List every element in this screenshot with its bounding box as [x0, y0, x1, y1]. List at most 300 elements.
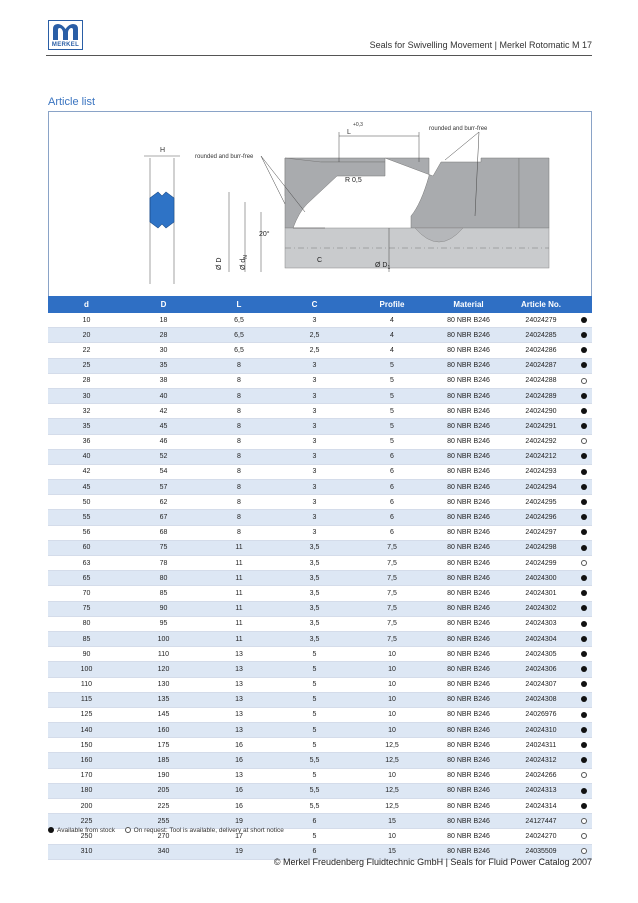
- table-row: [48, 343, 592, 358]
- cell-d: 85: [48, 631, 125, 646]
- cell-l: 11: [202, 616, 276, 631]
- cell-material: 80 NBR B246: [431, 480, 506, 495]
- cell-material: 80 NBR B246: [431, 844, 506, 859]
- cell-article: 24024292: [506, 434, 576, 449]
- cell-availability: [576, 419, 592, 434]
- table-row: [48, 601, 592, 616]
- cell-profile: 15: [353, 814, 431, 829]
- cell-d: 75: [125, 540, 202, 555]
- cell-availability: [576, 799, 592, 814]
- cell-material: 80 NBR B246: [431, 647, 506, 662]
- merkel-logo: [48, 20, 83, 50]
- cell-l: 8: [202, 480, 276, 495]
- cell-l: 6,5: [202, 313, 276, 328]
- cell-c: 3,5: [276, 601, 353, 616]
- cell-profile: 10: [353, 768, 431, 783]
- cell-c: 6: [276, 814, 353, 829]
- cell-c: 5: [276, 662, 353, 677]
- cell-availability: [576, 464, 592, 479]
- cell-material: 80 NBR B246: [431, 829, 506, 844]
- cell-d: 175: [125, 738, 202, 753]
- cell-article: 24024286: [506, 343, 576, 358]
- on-request-dot-icon: [581, 818, 587, 824]
- table-row: [48, 707, 592, 722]
- table-row: [48, 358, 592, 373]
- cell-d: 90: [48, 647, 125, 662]
- cell-article: 24024306: [506, 662, 576, 677]
- cell-profile: 4: [353, 313, 431, 328]
- available-dot-icon: [581, 453, 587, 459]
- cell-article: 24127447: [506, 814, 576, 829]
- cell-availability: [576, 707, 592, 722]
- cell-d: 45: [48, 480, 125, 495]
- cell-l: 13: [202, 677, 276, 692]
- cell-c: 3,5: [276, 571, 353, 586]
- table-row: [48, 677, 592, 692]
- cell-d: 80: [48, 616, 125, 631]
- cell-d: 52: [125, 449, 202, 464]
- technical-drawing: [48, 111, 592, 296]
- cell-c: 5: [276, 647, 353, 662]
- cell-l: 8: [202, 525, 276, 540]
- cell-d: 130: [125, 677, 202, 692]
- cell-profile: 6: [353, 480, 431, 495]
- header-divider: [46, 55, 592, 56]
- cell-availability: [576, 313, 592, 328]
- cell-c: 2,5: [276, 343, 353, 358]
- cell-availability: [576, 358, 592, 373]
- available-dot-icon: [581, 499, 587, 505]
- cell-c: 3: [276, 495, 353, 510]
- cell-profile: 6: [353, 510, 431, 525]
- cell-article: 24024266: [506, 768, 576, 783]
- available-dot-icon: [581, 636, 587, 642]
- cell-d: 150: [48, 738, 125, 753]
- cell-article: 24024296: [506, 510, 576, 525]
- cell-availability: [576, 480, 592, 495]
- cell-c: 6: [276, 844, 353, 859]
- cell-c: 3,5: [276, 586, 353, 601]
- available-dot-icon: [581, 651, 587, 657]
- cell-profile: 7,5: [353, 616, 431, 631]
- cell-c: 3: [276, 434, 353, 449]
- table-row: [48, 449, 592, 464]
- cell-article: 24024289: [506, 388, 576, 403]
- table-row: [48, 480, 592, 495]
- column-header-d: d: [48, 296, 125, 313]
- label-rounded-right: rounded and burr-free: [429, 126, 488, 132]
- cell-c: 3: [276, 510, 353, 525]
- cell-c: 3: [276, 525, 353, 540]
- label-rounded-left: rounded and burr-free: [195, 154, 254, 160]
- cell-availability: [576, 556, 592, 571]
- table-row: [48, 586, 592, 601]
- available-dot-icon: [581, 621, 587, 627]
- cell-article: 24024311: [506, 738, 576, 753]
- cell-availability: [576, 525, 592, 540]
- cell-article: 24024293: [506, 464, 576, 479]
- cell-c: 3: [276, 358, 353, 373]
- table-row: [48, 723, 592, 738]
- cell-availability: [576, 434, 592, 449]
- cell-material: 80 NBR B246: [431, 723, 506, 738]
- cell-profile: 6: [353, 464, 431, 479]
- cell-d: 57: [125, 480, 202, 495]
- cell-profile: 10: [353, 829, 431, 844]
- cell-material: 80 NBR B246: [431, 313, 506, 328]
- on-request-dot-icon: [581, 438, 587, 444]
- cell-profile: 5: [353, 404, 431, 419]
- cell-material: 80 NBR B246: [431, 510, 506, 525]
- cell-c: 3: [276, 449, 353, 464]
- available-dot-icon: [581, 788, 587, 794]
- available-dot-icon: [581, 514, 587, 520]
- cell-l: 13: [202, 662, 276, 677]
- available-dot-icon: [581, 757, 587, 763]
- available-dot-icon: [581, 469, 587, 475]
- column-header-profile: Profile: [353, 296, 431, 313]
- cell-d: 135: [125, 692, 202, 707]
- cell-material: 80 NBR B246: [431, 388, 506, 403]
- legend-available: Available from stock: [57, 827, 116, 834]
- cell-c: 3,5: [276, 616, 353, 631]
- cell-l: 13: [202, 723, 276, 738]
- cell-d: 125: [48, 707, 125, 722]
- cell-d: 250: [48, 829, 125, 844]
- column-header-D: D: [125, 296, 202, 313]
- cell-article: 24024303: [506, 616, 576, 631]
- table-row: [48, 525, 592, 540]
- cell-material: 80 NBR B246: [431, 464, 506, 479]
- article-table: [48, 296, 592, 860]
- cell-profile: 10: [353, 677, 431, 692]
- cell-material: 80 NBR B246: [431, 768, 506, 783]
- cell-article: 24024299: [506, 556, 576, 571]
- label-angle: 20°: [259, 231, 270, 238]
- cell-availability: [576, 677, 592, 692]
- cell-material: 80 NBR B246: [431, 586, 506, 601]
- cell-material: 80 NBR B246: [431, 738, 506, 753]
- logo-wordmark: MERKEL: [51, 42, 80, 48]
- cell-l: 6,5: [202, 328, 276, 343]
- cell-profile: 10: [353, 647, 431, 662]
- cell-material: 80 NBR B246: [431, 662, 506, 677]
- cell-d: 225: [125, 799, 202, 814]
- cell-availability: [576, 768, 592, 783]
- cell-l: 11: [202, 556, 276, 571]
- cell-l: 17: [202, 829, 276, 844]
- cell-availability: [576, 753, 592, 768]
- table-row: [48, 540, 592, 555]
- cell-profile: 12,5: [353, 753, 431, 768]
- cell-c: 5: [276, 677, 353, 692]
- cell-material: 80 NBR B246: [431, 540, 506, 555]
- cell-availability: [576, 631, 592, 646]
- cell-profile: 5: [353, 434, 431, 449]
- cell-d: 42: [125, 404, 202, 419]
- cell-d: 95: [125, 616, 202, 631]
- cell-article: 24026976: [506, 707, 576, 722]
- cell-d: 67: [125, 510, 202, 525]
- cell-d: 90: [125, 601, 202, 616]
- cell-profile: 7,5: [353, 586, 431, 601]
- cell-availability: [576, 373, 592, 388]
- label-dia-D1: Ø $D_1$: [375, 262, 391, 271]
- table-row: [48, 571, 592, 586]
- label-l: L: [347, 129, 351, 136]
- cell-material: 80 NBR B246: [431, 783, 506, 798]
- on-request-dot-icon: [581, 848, 587, 854]
- cell-l: 13: [202, 768, 276, 783]
- available-dot-icon: [581, 317, 587, 323]
- available-dot-icon: [581, 362, 587, 368]
- table-header-row: [48, 296, 592, 313]
- cell-availability: [576, 647, 592, 662]
- cell-l: 13: [202, 707, 276, 722]
- table-row: [48, 313, 592, 328]
- cell-profile: 7,5: [353, 571, 431, 586]
- legend: [48, 827, 284, 834]
- cell-l: 11: [202, 540, 276, 555]
- cell-d: 35: [48, 419, 125, 434]
- cell-profile: 10: [353, 692, 431, 707]
- cell-profile: 12,5: [353, 799, 431, 814]
- cell-profile: 12,5: [353, 738, 431, 753]
- cell-l: 8: [202, 358, 276, 373]
- cell-article: 24024307: [506, 677, 576, 692]
- cell-d: 100: [125, 631, 202, 646]
- table-row: [48, 388, 592, 403]
- cell-d: 55: [48, 510, 125, 525]
- cell-material: 80 NBR B246: [431, 419, 506, 434]
- available-dot-icon: [581, 545, 587, 551]
- cell-profile: 10: [353, 723, 431, 738]
- cell-availability: [576, 343, 592, 358]
- cell-d: 80: [125, 571, 202, 586]
- cell-profile: 7,5: [353, 540, 431, 555]
- table-row: [48, 692, 592, 707]
- cell-material: 80 NBR B246: [431, 707, 506, 722]
- available-dot-icon: [581, 666, 587, 672]
- cell-article: 24024290: [506, 404, 576, 419]
- cell-availability: [576, 723, 592, 738]
- cell-c: 5: [276, 768, 353, 783]
- cell-material: 80 NBR B246: [431, 556, 506, 571]
- cell-c: 2,5: [276, 328, 353, 343]
- cell-c: 3,5: [276, 556, 353, 571]
- column-header-L: L: [202, 296, 276, 313]
- cell-availability: [576, 829, 592, 844]
- cell-c: 5: [276, 692, 353, 707]
- cell-d: 36: [48, 434, 125, 449]
- cell-article: 24024308: [506, 692, 576, 707]
- cell-material: 80 NBR B246: [431, 692, 506, 707]
- cell-l: 11: [202, 571, 276, 586]
- available-dot-icon: [581, 332, 587, 338]
- cell-article: 24024314: [506, 799, 576, 814]
- table-row: [48, 510, 592, 525]
- cell-d: 56: [48, 525, 125, 540]
- cell-l: 19: [202, 844, 276, 859]
- cell-d: 68: [125, 525, 202, 540]
- table-row: [48, 419, 592, 434]
- cell-profile: 7,5: [353, 556, 431, 571]
- header-title: Seals for Swivelling Movement | Merkel Rotomatic M 17: [369, 40, 592, 50]
- cell-d: 200: [48, 799, 125, 814]
- cell-l: 11: [202, 631, 276, 646]
- cell-profile: 10: [353, 707, 431, 722]
- available-dot-icon: [581, 681, 587, 687]
- cell-c: 5,5: [276, 799, 353, 814]
- cell-d: 10: [48, 313, 125, 328]
- cell-l: 8: [202, 449, 276, 464]
- cell-d: 145: [125, 707, 202, 722]
- cell-d: 160: [48, 753, 125, 768]
- table-row: [48, 328, 592, 343]
- cell-l: 16: [202, 783, 276, 798]
- cell-d: 40: [125, 388, 202, 403]
- cell-availability: [576, 783, 592, 798]
- cell-d: 185: [125, 753, 202, 768]
- cell-l: 16: [202, 799, 276, 814]
- cell-availability: [576, 616, 592, 631]
- cell-article: 24024302: [506, 601, 576, 616]
- section-title: Article list: [48, 96, 96, 108]
- cell-l: 13: [202, 647, 276, 662]
- cell-l: 11: [202, 586, 276, 601]
- cell-d: 18: [125, 313, 202, 328]
- cell-material: 80 NBR B246: [431, 616, 506, 631]
- available-dot-icon: [581, 696, 587, 702]
- available-dot-icon: [581, 727, 587, 733]
- cell-profile: 6: [353, 449, 431, 464]
- cell-c: 3: [276, 419, 353, 434]
- cell-article: 24024212: [506, 449, 576, 464]
- table-row: [48, 616, 592, 631]
- available-dot-icon: [581, 423, 587, 429]
- cell-c: 3: [276, 388, 353, 403]
- cell-article: 24024301: [506, 586, 576, 601]
- table-row: [48, 434, 592, 449]
- cell-article: 24035509: [506, 844, 576, 859]
- cell-material: 80 NBR B246: [431, 677, 506, 692]
- cell-article: 24024310: [506, 723, 576, 738]
- cell-d: 160: [125, 723, 202, 738]
- shaft-section: [285, 228, 549, 268]
- cell-material: 80 NBR B246: [431, 328, 506, 343]
- cell-d: 28: [48, 373, 125, 388]
- on-request-dot-icon: [581, 833, 587, 839]
- seal-cross-section: [144, 156, 180, 284]
- cell-article: 24024305: [506, 647, 576, 662]
- cell-d: 205: [125, 783, 202, 798]
- table-body: [48, 313, 592, 859]
- available-dot-icon: [581, 575, 587, 581]
- cell-l: 8: [202, 510, 276, 525]
- table-row: [48, 783, 592, 798]
- cell-profile: 5: [353, 358, 431, 373]
- cell-availability: [576, 601, 592, 616]
- cell-c: 3,5: [276, 631, 353, 646]
- on-request-dot-icon: [125, 827, 131, 833]
- cell-availability: [576, 586, 592, 601]
- cell-profile: 5: [353, 373, 431, 388]
- cell-l: 8: [202, 419, 276, 434]
- cell-l: 16: [202, 753, 276, 768]
- cell-material: 80 NBR B246: [431, 601, 506, 616]
- cell-article: 24024297: [506, 525, 576, 540]
- cell-article: 24024312: [506, 753, 576, 768]
- cell-availability: [576, 495, 592, 510]
- cell-l: 16: [202, 738, 276, 753]
- table-row: [48, 753, 592, 768]
- cell-availability: [576, 571, 592, 586]
- available-dot-icon: [581, 590, 587, 596]
- available-dot-icon: [581, 742, 587, 748]
- cell-d: 78: [125, 556, 202, 571]
- footer-text: © Merkel Freudenberg Fluidtechnic GmbH | Seals for Fluid Power Catalog 2007: [273, 857, 592, 867]
- cell-article: 24024270: [506, 829, 576, 844]
- table-row: [48, 373, 592, 388]
- cell-d: 255: [125, 814, 202, 829]
- cell-d: 20: [48, 328, 125, 343]
- cell-d: 140: [48, 723, 125, 738]
- cell-d: 28: [125, 328, 202, 343]
- cell-material: 80 NBR B246: [431, 525, 506, 540]
- cell-d: 310: [48, 844, 125, 859]
- cell-l: 8: [202, 404, 276, 419]
- cell-d: 45: [125, 419, 202, 434]
- cell-c: 5: [276, 723, 353, 738]
- cell-article: 24024298: [506, 540, 576, 555]
- cell-l: 6,5: [202, 343, 276, 358]
- cell-article: 24024279: [506, 313, 576, 328]
- cell-material: 80 NBR B246: [431, 631, 506, 646]
- cell-availability: [576, 510, 592, 525]
- cell-d: 100: [48, 662, 125, 677]
- cell-article: 24024285: [506, 328, 576, 343]
- cell-material: 80 NBR B246: [431, 373, 506, 388]
- cell-d: 70: [48, 586, 125, 601]
- cell-c: 3: [276, 404, 353, 419]
- cell-material: 80 NBR B246: [431, 571, 506, 586]
- cell-material: 80 NBR B246: [431, 358, 506, 373]
- cell-c: 5,5: [276, 783, 353, 798]
- available-dot-icon: [581, 393, 587, 399]
- cell-d: 22: [48, 343, 125, 358]
- cell-l: 13: [202, 692, 276, 707]
- cell-availability: [576, 328, 592, 343]
- cell-availability: [576, 814, 592, 829]
- cell-article: 24024313: [506, 783, 576, 798]
- cell-c: 3: [276, 313, 353, 328]
- cell-material: 80 NBR B246: [431, 753, 506, 768]
- cell-d: 170: [48, 768, 125, 783]
- column-header-availability: [576, 296, 592, 313]
- merkel-m-icon: [52, 23, 79, 40]
- cell-d: 115: [48, 692, 125, 707]
- cell-availability: [576, 388, 592, 403]
- cell-d: 85: [125, 586, 202, 601]
- cell-profile: 4: [353, 328, 431, 343]
- cell-d: 50: [48, 495, 125, 510]
- available-dot-icon: [581, 484, 587, 490]
- cell-l: 8: [202, 495, 276, 510]
- available-dot-icon: [581, 529, 587, 535]
- table-row: [48, 768, 592, 783]
- table-row: [48, 495, 592, 510]
- cell-d: 110: [125, 647, 202, 662]
